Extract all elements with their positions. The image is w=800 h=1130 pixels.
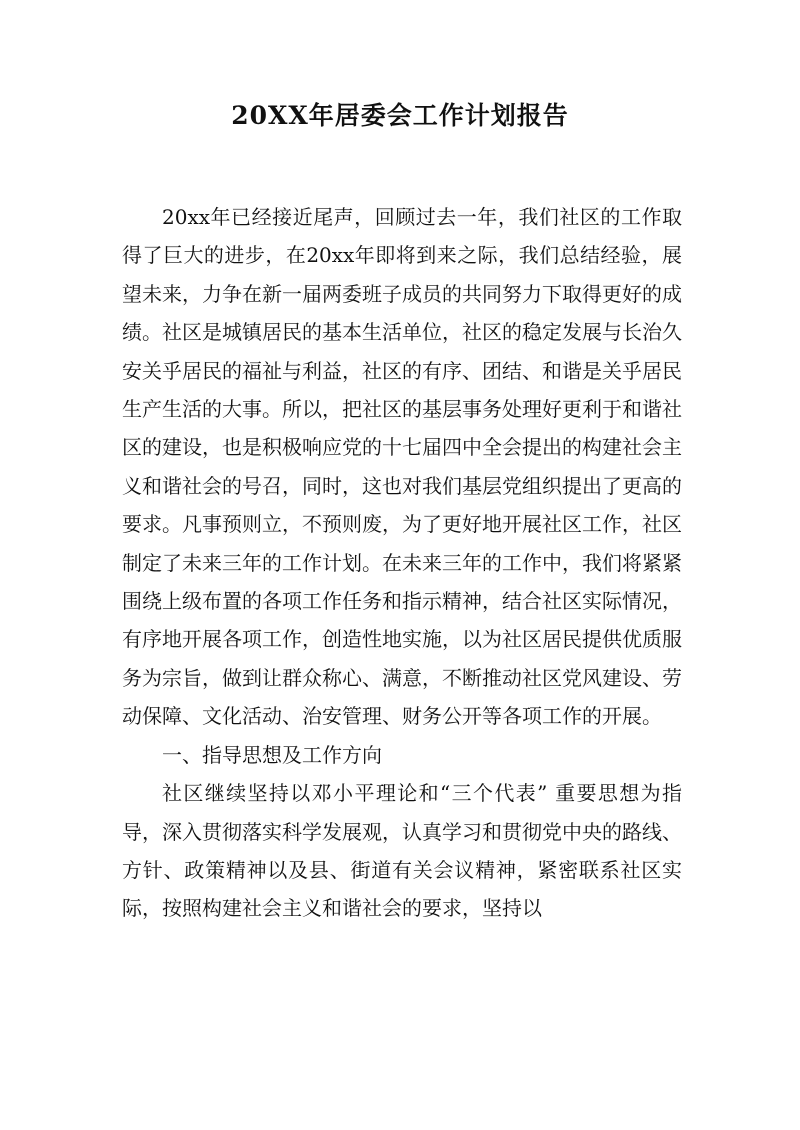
intro-paragraph: 20xx年已经接近尾声，回顾过去一年，我们社区的工作取得了巨大的进步，在20xx年即将到来之际，我们总结经验，展望未来，力争在新一届两委班子成员的共同努力下取得更好的成绩。社区是城镇居民的基本生活单位，社区的稳定发展与长治久安关乎居民的福祉与利益，社区的有序、团结、和谐是关乎居民生产生活的大事。所以，把社区的基层事务处理好更利于和谐社区的建设，也是积极响应党的十七届四中全会提出的构建社会主义和谐社会的号召，同时，这也对我们基层党组织提出了更高的要求。凡事预则立，不预则废，为了更好地开展社区工作，社区制定了未来三年的工作计划。在未来三年的工作中，我们将紧紧围绕上级布置的各项工作任务和指示精神，结合社区实际情况，有序地开展各项工作，创造性地实施，以为社区居民提供优质服务为宗旨，做到让群众称心、满意，不断推动社区党风建设、劳动保障、文化活动、治安管理、财务公开等各项工作的开展。 [122, 205, 682, 729]
section-heading: 一、指导思想及工作方向 [162, 742, 382, 767]
section-paragraph: 社区继续坚持以邓小平理论和“三个代表” 重要思想为指导，深入贯彻落实科学发展观，认真学习和贯彻党中央的路线、方针、政策精神以及县、街道有关会议精神，紧密联系社区实际，按照构建社会主义和谐社会的要求，坚持以 [122, 781, 682, 921]
document-body [122, 198, 682, 928]
document-title: 20XX年居委会工作计划报告 [231, 101, 569, 130]
